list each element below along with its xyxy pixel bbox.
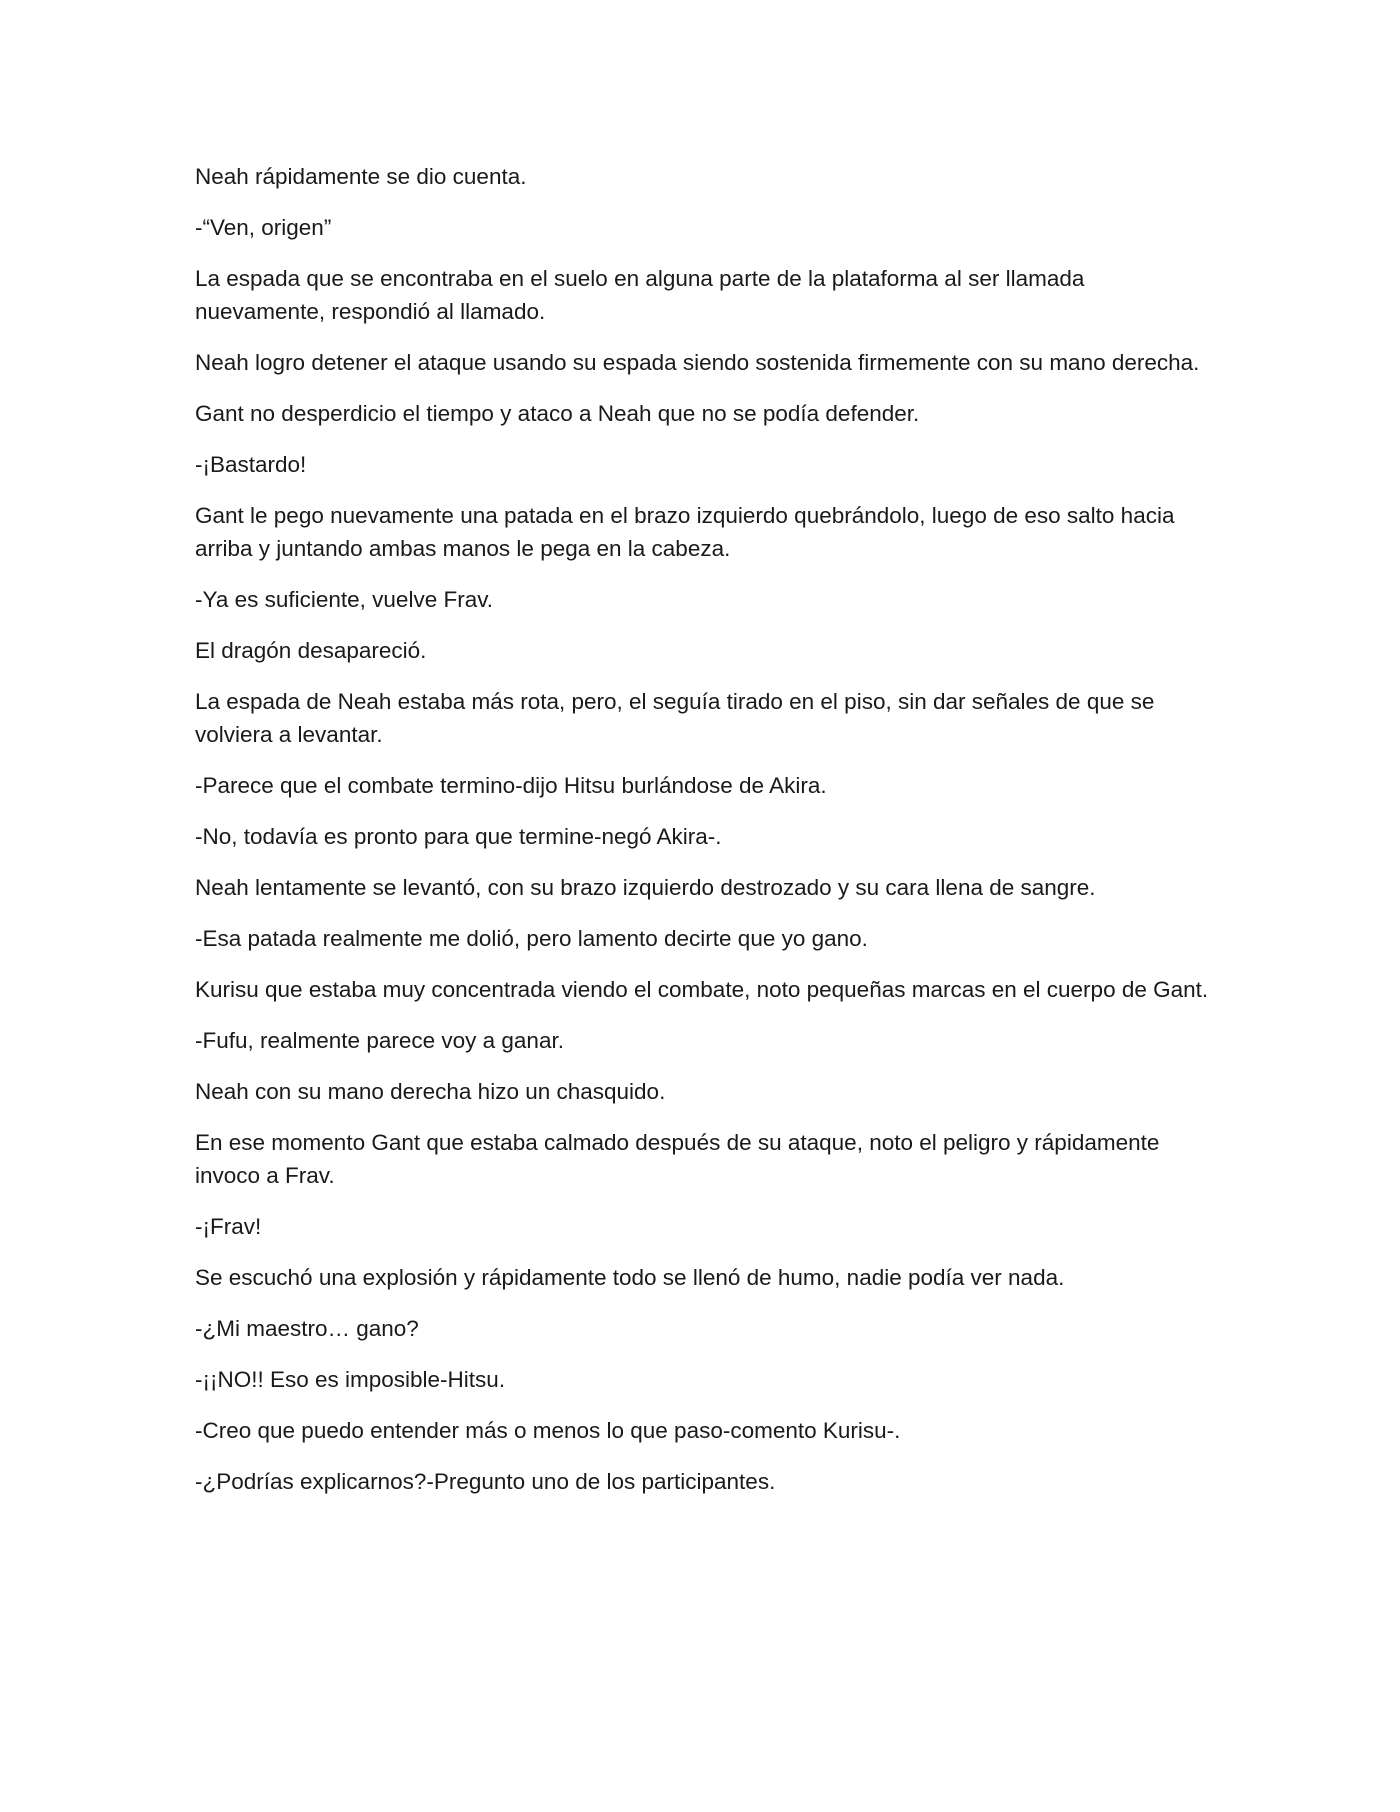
paragraph: Neah rápidamente se dio cuenta.: [195, 164, 527, 189]
paragraph: -¿Mi maestro… gano?: [195, 1316, 419, 1341]
paragraph: La espada que se encontraba en el suelo en alguna parte de la plataforma al ser llamada nuevamente, respondió al llamado.: [195, 266, 1085, 324]
paragraph: Gant no desperdicio el tiempo y ataco a Neah que no se podía defender.: [195, 401, 920, 426]
paragraph: -¿Podrías explicarnos?-Pregunto uno de los participantes.: [195, 1469, 776, 1494]
paragraph: Se escuchó una explosión y rápidamente todo se llenó de humo, nadie podía ver nada.: [195, 1265, 1065, 1290]
paragraph: Kurisu que estaba muy concentrada viendo el combate, noto pequeñas marcas en el cuerpo de Gant.: [195, 977, 1209, 1002]
paragraph: Neah con su mano derecha hizo un chasquido.: [195, 1079, 666, 1104]
paragraph: -Parece que el combate termino-dijo Hitsu burlándose de Akira.: [195, 773, 827, 798]
paragraph: Gant le pego nuevamente una patada en el brazo izquierdo quebrándolo, luego de eso salto hacia arriba y juntando ambas manos le pega en la cabeza.: [195, 503, 1175, 561]
paragraph: -¡Frav!: [195, 1214, 262, 1239]
paragraph: -Fufu, realmente parece voy a ganar.: [195, 1028, 564, 1053]
paragraph: El dragón desapareció.: [195, 638, 427, 663]
paragraph: -“Ven, origen”: [195, 215, 332, 240]
paragraph: En ese momento Gant que estaba calmado después de su ataque, noto el peligro y rápidamente invoco a Frav.: [195, 1130, 1160, 1188]
paragraph: -Ya es suficiente, vuelve Frav.: [195, 587, 494, 612]
paragraph: -¡Bastardo!: [195, 452, 307, 477]
text-body: [195, 160, 1220, 1516]
paragraph: Neah logro detener el ataque usando su espada siendo sostenida firmemente con su mano derecha.: [195, 350, 1200, 375]
paragraph: Neah lentamente se levantó, con su brazo izquierdo destrozado y su cara llena de sangre.: [195, 875, 1096, 900]
paragraph: -¡¡NO!! Eso es imposible-Hitsu.: [195, 1367, 506, 1392]
paragraph: La espada de Neah estaba más rota, pero, el seguía tirado en el piso, sin dar señales de que se volviera a levantar.: [195, 689, 1155, 747]
paragraph: -No, todavía es pronto para que termine-negó Akira-.: [195, 824, 722, 849]
paragraph: -Creo que puedo entender más o menos lo que paso-comento Kurisu-.: [195, 1418, 901, 1443]
paragraph: -Esa patada realmente me dolió, pero lamento decirte que yo gano.: [195, 926, 868, 951]
